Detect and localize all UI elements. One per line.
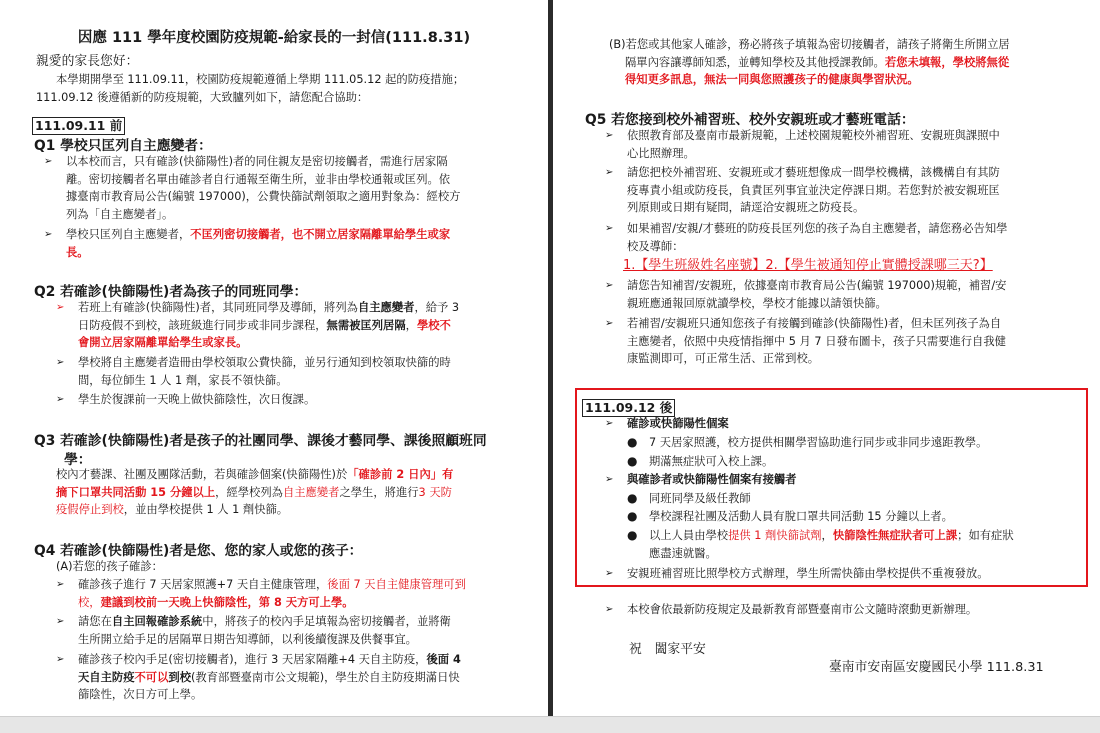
- bullet-arrow-icon: ➢: [605, 167, 614, 178]
- q2-text: ，給予 3: [414, 301, 460, 314]
- signature: 臺南市安南區安慶國民小學 111.8.31: [829, 660, 1044, 675]
- q4-bold: 天自主防疫: [78, 670, 135, 684]
- q3-red: 自主應變者: [282, 485, 340, 499]
- q1-b2-emphasis: 不匡列密切接觸者，也不開立居家隔離單給學生或家: [190, 228, 451, 241]
- q4-text: 確診孩子進行 7 天居家照護+7 天自主健康管理，: [78, 578, 328, 591]
- q4-bullet-1: [78, 576, 466, 611]
- after-policy-highlight-box: [575, 388, 1088, 587]
- q4-heading: Q4 若確診(快篩陽性)者是您、您的家人或您的孩子：: [34, 543, 363, 559]
- q4-text: 確診孩子校內手足(密切接觸者)，進行 3 天居家隔離+4 天自主防疫，: [78, 653, 427, 666]
- bullet-arrow-icon: ➢: [56, 302, 65, 313]
- bullet-arrow-icon: ➢: [605, 130, 614, 141]
- q5-bullet-4: [627, 277, 1006, 312]
- bullet-dot-icon: ●: [627, 435, 638, 449]
- q3-text: 之學生，將進行: [339, 485, 419, 499]
- q4-red-bold: 不可以: [134, 670, 169, 684]
- bullet-dot-icon: ●: [627, 454, 638, 468]
- q1-b1-line: 據臺南市教育局公告(編號 197000)，公費快篩試劑領取之適用對象為：經校方: [66, 190, 461, 204]
- q2-red: 學校不: [416, 318, 451, 332]
- bullet-arrow-icon: ➢: [56, 394, 65, 405]
- q4-text: (教育部暨臺南市公文規範)，學生於自主防疫期滿日快: [191, 670, 460, 684]
- after-line: 應盡速就醫。: [649, 546, 717, 560]
- after-red: 提供 1 劑快篩試劑: [728, 529, 822, 542]
- date-before-label: [32, 115, 125, 135]
- q3-red: 3 天防: [418, 485, 452, 499]
- bullet-arrow-icon: ➢: [605, 280, 614, 291]
- q2-heading: Q2 若確診(快篩陽性)者為孩子的同班同學：: [34, 284, 308, 300]
- q5-bullet-1: [627, 127, 1000, 162]
- q4b-line: (B)若您或其他家人確診，務必將孩子填報為密切接觸者，請孩子將衛生所開立居: [609, 38, 1010, 51]
- bullet-arrow-icon: ➢: [605, 418, 614, 429]
- q5-bullet-2: [627, 164, 1000, 217]
- closing-note: 本校會依最新防疫規定及最新教育部暨臺南市公文隨時滾動更新辦理。: [627, 603, 978, 616]
- q5-line: 疫專責小組或防疫長，負責匡列事宜並決定停課日期。若您對於被安親班匡: [627, 183, 1000, 197]
- q5-heading: Q5 若您接到校外補習班、校外安親班或才藝班電話：: [585, 112, 915, 128]
- q2-bold: 無需被匡列居隔: [326, 318, 406, 332]
- q4b-red: 得知更多訊息，無法一同與您照護孩子的健康與學習狀況。: [625, 73, 919, 87]
- bullet-dot-icon: ●: [627, 528, 638, 542]
- q5-line: 康監測即可，可正常生活、正常到校。: [627, 352, 820, 366]
- q5-line: 心比照辦理。: [627, 146, 695, 160]
- q5-line: 請您把校外補習班、安親班或才藝班想像成一間學校機構，該機構自有其防: [627, 166, 1000, 179]
- bullet-arrow-icon: ➢: [605, 223, 614, 234]
- letter-title: 因應 111 學年度校園防疫規範-給家長的一封信(111.8.31): [77, 30, 471, 46]
- after-group-1: 確診或快篩陽性個案: [627, 417, 729, 430]
- q1-b1-line: 離。密切接觸者名單由確診者自行通報至衛生所，並非由學校通報或匡列。依: [66, 172, 451, 186]
- date-after-text: 111.09.12 後: [582, 399, 675, 417]
- q3-red: 疫假停止到校: [56, 503, 124, 517]
- q1-b1-line: 列為「自主應變者」。: [66, 207, 174, 221]
- q4-bold: 自主回報確診系統: [111, 615, 203, 628]
- q4-sub-a: (A)若您的孩子確診：: [56, 560, 163, 573]
- intro-line-1: 本學期開學至 111.09.11，校園防疫規範遵循上學期 111.05.12 起的防疫措施；: [56, 73, 465, 86]
- bullet-dot-icon: ●: [627, 509, 638, 523]
- q3-heading-2: 學：: [64, 452, 92, 468]
- q4-bullet-3: [78, 651, 461, 704]
- q5-line: 若補習/安親班只通知您孩子有接觸到確診(快篩陽性)者，但未匡列孩子為自: [627, 317, 1002, 330]
- viewer-bottom-bar: [0, 716, 1100, 733]
- bullet-arrow-icon: ➢: [56, 654, 65, 665]
- q2-text: 日防疫假不到校，該班級進行同步或非同步課程，: [78, 318, 327, 332]
- q3-red: 「確診前 2 日內」有: [347, 468, 454, 481]
- bullet-arrow-icon: ➢: [56, 579, 65, 590]
- q4-line: 篩陰性，次日方可上學。: [78, 688, 203, 702]
- q4-bold: 後面 4: [426, 653, 461, 666]
- after-g1-item-1: 7 天居家照護，校方提供相關學習協助進行同步或非同步遠距教學。: [649, 436, 988, 449]
- q4-text: 中，將孩子的校內手足填報為密切接觸者，並將衛: [202, 615, 451, 628]
- left-page: [0, 0, 548, 716]
- regards: 祝 闔家平安: [629, 642, 706, 657]
- q4-line: 生所開立給手足的居隔單日期告知導師，以利後續復課及供餐事宜。: [78, 632, 417, 646]
- q4-bold: 到校: [168, 670, 192, 684]
- q5-line: 如果補習/安親/才藝班的防疫長匡列您的孩子為自主應變者，請您務必告知學: [627, 222, 1008, 235]
- after-red-bold: 快篩陰性無症狀者可上課: [832, 529, 958, 542]
- bullet-arrow-icon: ➢: [56, 357, 65, 368]
- q1-b2-text: 學校只匡列自主應變者，: [66, 228, 191, 241]
- q5-line: 列原則或日期有疑問，請逕洽安親班之防疫長。: [627, 201, 865, 215]
- bullet-arrow-icon: ➢: [605, 604, 614, 615]
- after-g1-item-2: 期滿無症狀可入校上課。: [649, 455, 774, 468]
- after-text: 以上人員由學校: [649, 529, 729, 542]
- bullet-arrow-icon: ➢: [605, 568, 614, 579]
- bullet-arrow-icon: ➢: [44, 156, 53, 167]
- bullet-arrow-icon: ➢: [605, 474, 614, 485]
- after-text: ，: [821, 529, 833, 542]
- q3-body: [56, 466, 453, 519]
- q1-heading: Q1 學校只匡列自主應變者：: [34, 138, 212, 154]
- q2-text: 若班上有確診(快篩陽性)者，其同班同學及導師，將列為: [78, 301, 358, 314]
- q2-b2-line: 間，每位師生 1 人 1 劑，家長不領快篩。: [78, 373, 288, 387]
- q5-bullet-3: [627, 220, 1007, 255]
- right-page: [553, 0, 1100, 716]
- q4b-red: 若您未填報，學校將無從: [884, 55, 1010, 69]
- q4-bullet-2: [78, 613, 451, 648]
- q3-text: ，經學校列為: [215, 485, 283, 499]
- after-text: ；如有症狀: [957, 529, 1014, 542]
- q4b-text: 隔單內容讓導師知悉，並轉知學校及其他授課教師。: [625, 55, 885, 69]
- after-group-3: 安親班補習班比照學校方式辦理，學生所需快篩由學校提供不重複發放。: [627, 567, 989, 580]
- after-g2-item-1: 同班同學及級任教師: [649, 492, 751, 505]
- q3-text: ，並由學校提供 1 人 1 劑快篩。: [123, 503, 289, 517]
- q5-line: 親班應通報回原就讀學校，學校才能據以請領快篩。: [627, 296, 887, 310]
- q5-line: 校及導師：: [627, 239, 684, 253]
- q2-text: ，: [405, 318, 417, 332]
- q5-line: 請您告知補習/安親班，依據臺南市教育局公告(編號 197000)規範，補習/安: [627, 279, 1007, 292]
- q2-bullet-1: [78, 299, 459, 352]
- q2-bold: 自主應變者: [357, 301, 415, 314]
- after-g2-item-2: 學校課程社團及活動人員有脫口罩共同活動 15 分鐘以上者。: [649, 510, 953, 523]
- q2-b2-line: 學校將自主應變者造冊由學校領取公費快篩，並另行通知到校領取快篩的時: [78, 356, 451, 369]
- q2-bullet-2: [78, 354, 451, 389]
- bullet-arrow-icon: ➢: [44, 229, 53, 240]
- intro-line-2: 111.09.12 後遵循新的防疫規範，大致臚列如下，請您配合協助：: [36, 91, 369, 104]
- q4-red-bold: 建議到校前一天晚上快篩陰性，第 8 天方可上學。: [100, 595, 354, 609]
- q5-line: 依照教育部及臺南市最新規範，上述校園規範校外補習班、安親班與課照中: [627, 129, 1000, 142]
- q1-b1-line: 以本校而言，只有確診(快篩陽性)者的同住親友是密切接觸者，需進行居家隔: [66, 155, 448, 168]
- q3-text: 校內才藝課、社團及團隊活動，若與確診個案(快篩陽性)於: [56, 468, 348, 481]
- greeting: 親愛的家長您好：: [36, 54, 139, 69]
- bullet-arrow-icon: ➢: [56, 616, 65, 627]
- q4-red: 校，: [78, 595, 101, 609]
- after-group-2: 與確診者或快篩陽性個案有接觸者: [627, 473, 797, 486]
- q1-bullet-1: [66, 153, 460, 223]
- q4-sub-b: [609, 36, 1010, 89]
- q2-red: 會開立居家隔離單給學生或家長。: [78, 336, 248, 350]
- q2-bullet-3: 學生於復課前一天晚上做快篩陰性，次日復課。: [78, 393, 316, 406]
- bullet-dot-icon: ●: [627, 491, 638, 505]
- q4-red: 後面 7 天自主健康管理可到: [327, 578, 466, 591]
- q3-heading-1: Q3 若確診(快篩陽性)者是孩子的社團同學、課後才藝同學、課後照顧班同: [34, 433, 487, 449]
- q5-required-info: 1.【學生班級姓名座號】2.【學生被通知停止實體授課哪三天?】: [623, 258, 993, 273]
- q4-text: 請您在: [78, 615, 112, 628]
- q5-bullet-5: [627, 315, 1006, 368]
- q3-red: 摘下口罩共同活動 15 分鐘以上: [56, 485, 216, 499]
- date-before-text: 111.09.11 前: [32, 117, 125, 135]
- q1-b2-emphasis-end: 長。: [66, 245, 89, 259]
- bullet-arrow-icon: ➢: [605, 318, 614, 329]
- q5-line: 主應變者，依照中央疫情指揮中 5 月 7 日發布圖卡，孩子只需要進行自我健: [627, 334, 1006, 348]
- q1-bullet-2: [66, 226, 450, 261]
